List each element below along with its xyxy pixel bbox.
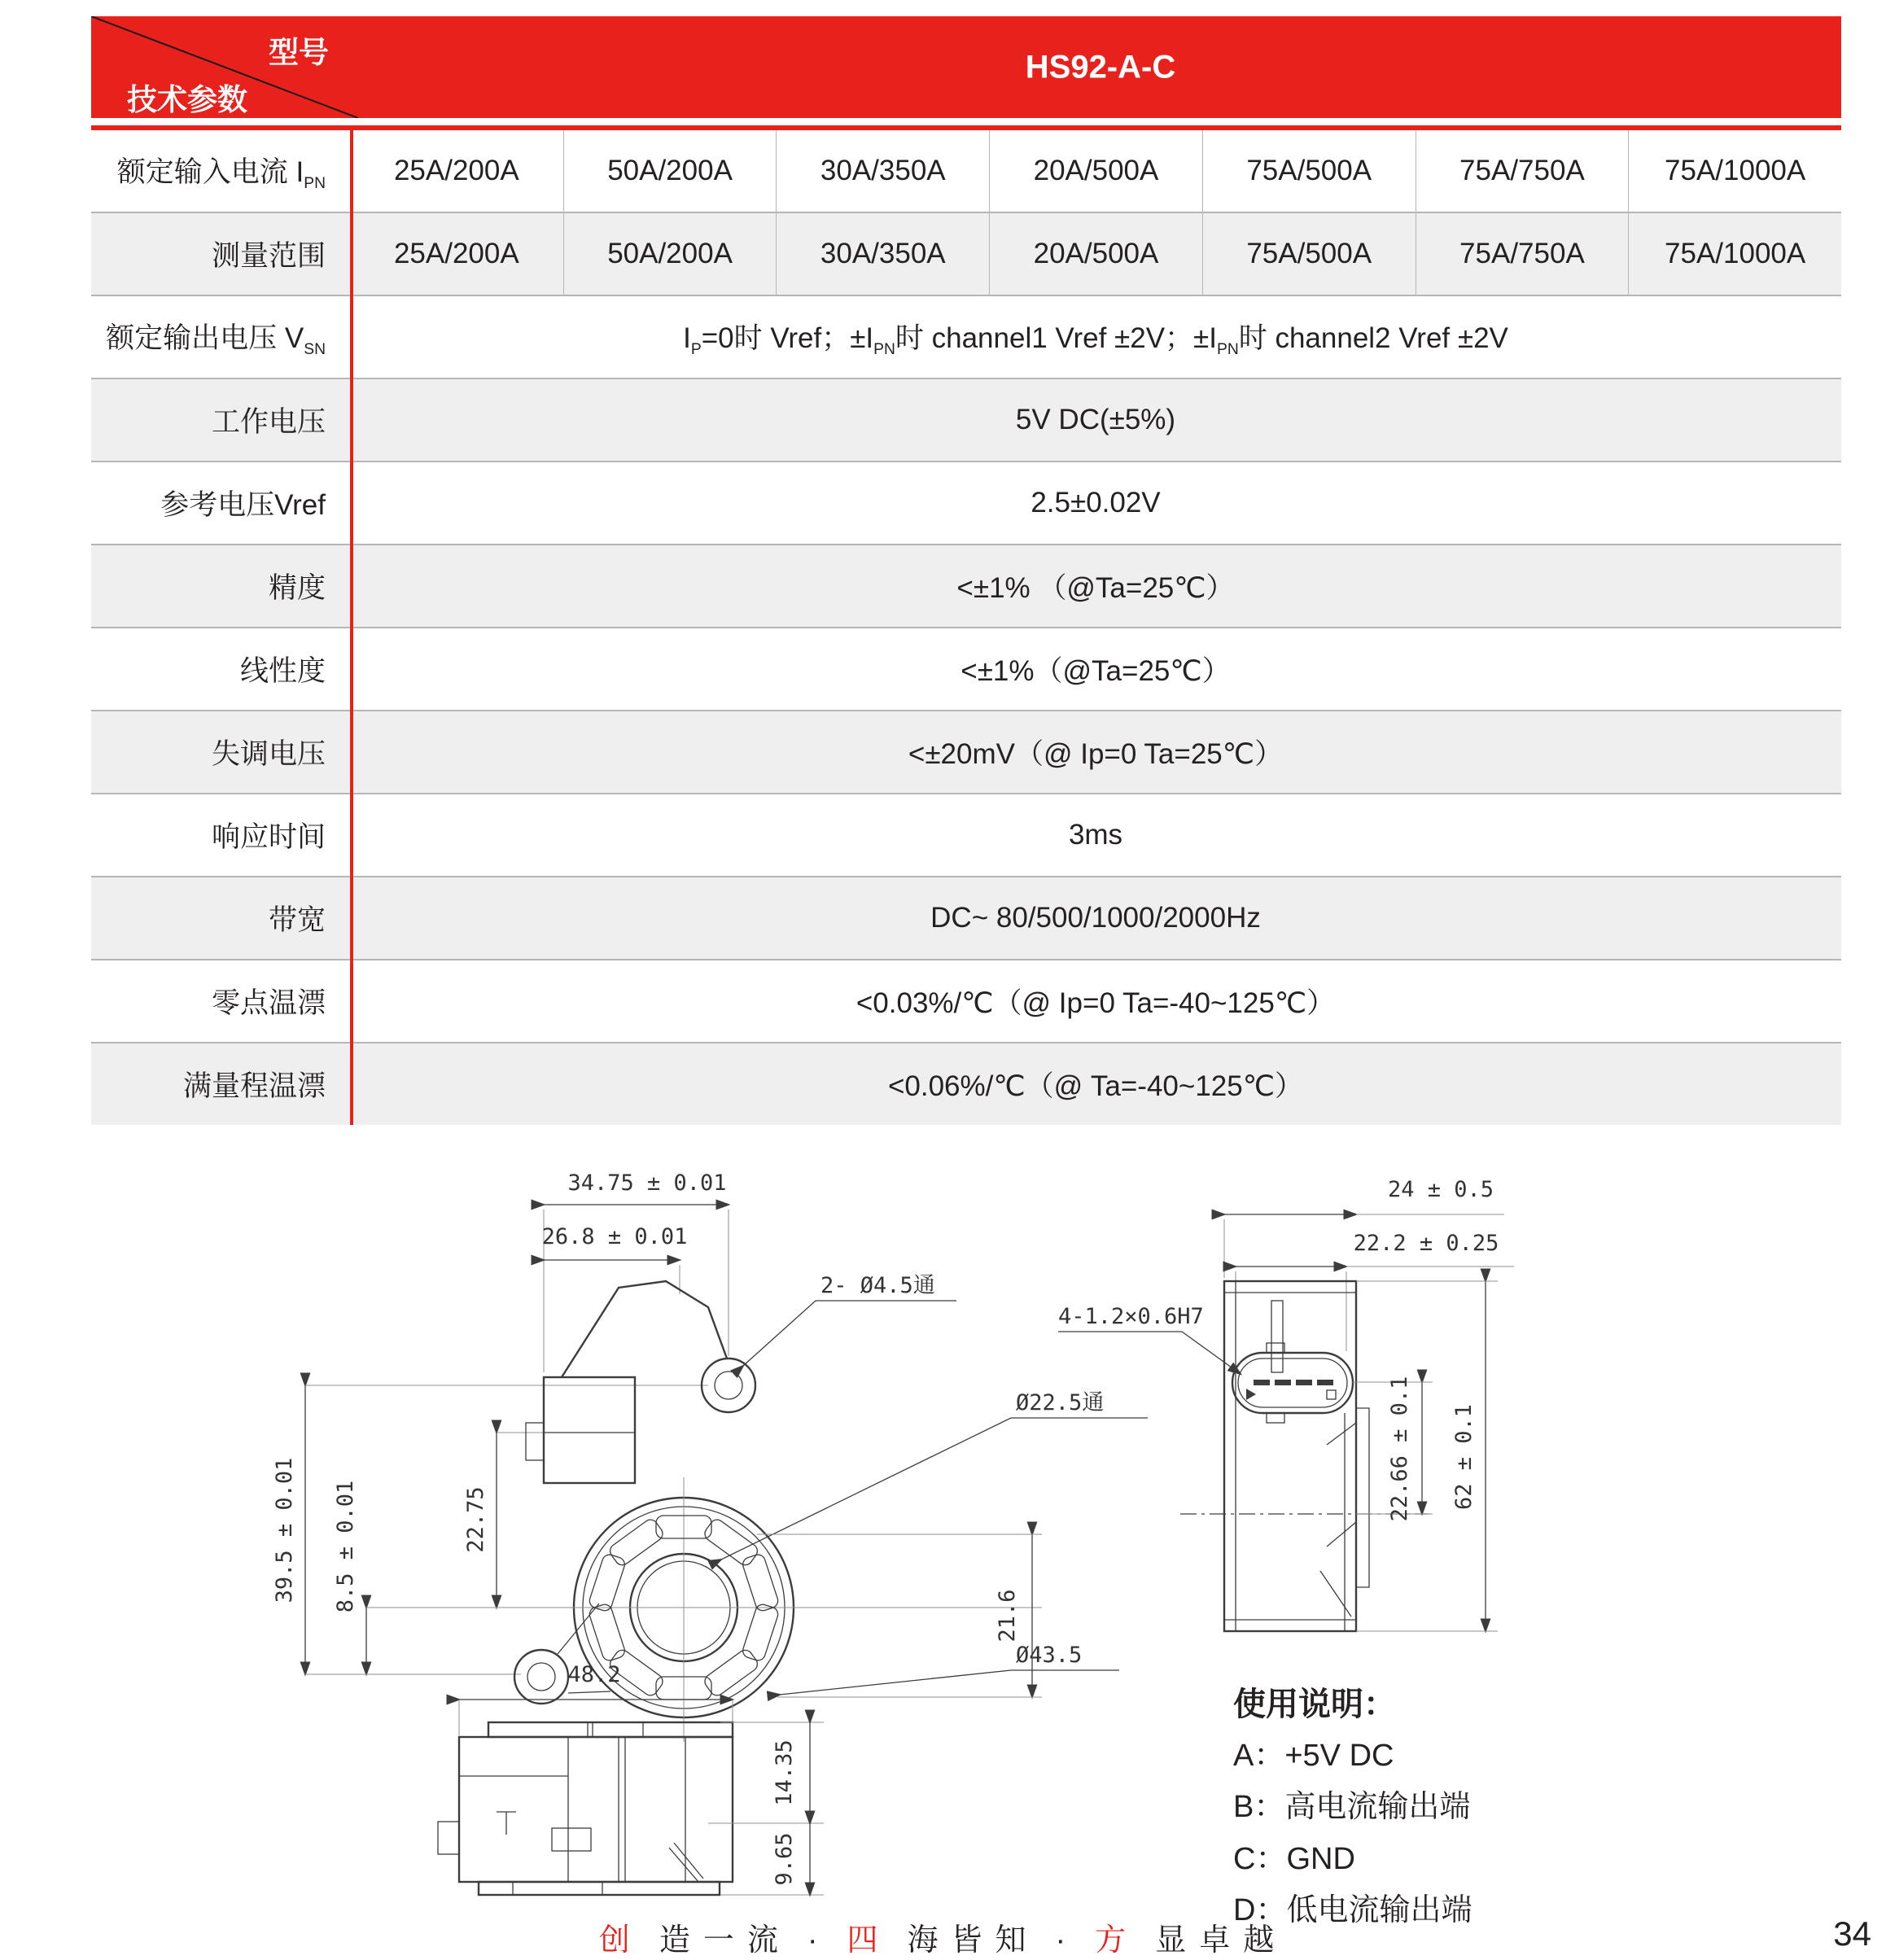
table-cell: <±1% （@Ta=25℃） xyxy=(956,572,1235,604)
table-row xyxy=(91,544,1841,627)
dimension-label: 34.75 ± 0.01 xyxy=(567,1170,727,1196)
table-cell: 3ms xyxy=(1068,819,1123,851)
row-label: 额定输出电压 $V_{SN}$ xyxy=(106,322,326,358)
row-label: 带宽 xyxy=(268,904,326,936)
table-cell: 30A/350A xyxy=(776,130,989,212)
table-row xyxy=(91,1042,1841,1125)
table-cell: 2.5±0.02V xyxy=(1031,487,1161,518)
table-cell: 30A/350A xyxy=(776,213,989,295)
model-title: HS92-A-C xyxy=(1025,49,1176,85)
row-label: 参考电压Vref xyxy=(160,489,326,521)
row-label: 线性度 xyxy=(239,655,326,687)
table-cell: 75A/1000A xyxy=(1628,213,1841,295)
table-cell: $I_P=0$时 Vref；$\pm I_{PN}$时 channel1 Vref ±2V；$\pm I_{PN}$时 channel2 Vref ±2V xyxy=(683,322,1508,358)
spec-table xyxy=(91,130,1841,1125)
table-cell: 75A/500A xyxy=(1202,130,1416,212)
dimension-label: 2- Ø4.5通 xyxy=(820,1273,935,1298)
dimension-label: 39.5 ± 0.01 xyxy=(272,1457,297,1603)
table-cell: DC~ 80/500/1000/2000Hz xyxy=(930,902,1261,934)
row-label: 测量范围 xyxy=(211,240,326,272)
table-row xyxy=(91,627,1841,710)
usage-item: D：低电流输出端 xyxy=(1233,1893,1472,1928)
table-row xyxy=(91,378,1841,461)
row-label: 满量程温漂 xyxy=(182,1070,326,1102)
table-cell: 50A/200A xyxy=(563,213,777,295)
spec-table-block xyxy=(91,16,1841,1125)
usage-notes xyxy=(1233,1678,1472,1943)
dimension-label: 22.66 ± 0.1 xyxy=(1387,1376,1412,1522)
table-header-banner xyxy=(91,16,1841,118)
table-row xyxy=(91,710,1841,793)
dimension-label: 4-1.2×0.6H7 xyxy=(1058,1304,1204,1329)
table-row xyxy=(91,295,1841,378)
footer-slogan: 创 造一流 · 四 海皆知 · 方 显卓越 xyxy=(598,1923,1288,1958)
table-cell: 75A/1000A xyxy=(1628,130,1841,212)
corner-label-model: 型号 xyxy=(269,36,329,69)
corner-label-parameters: 技术参数 xyxy=(127,83,247,116)
table-cell: 75A/750A xyxy=(1416,130,1629,212)
usage-title: 使用说明： xyxy=(1233,1687,1396,1722)
row-label: 额定输入电流 $I_{PN}$ xyxy=(116,155,326,192)
table-cell: 20A/500A xyxy=(989,213,1202,295)
dimension-label: 9.65 xyxy=(772,1832,797,1886)
usage-item: C：GND xyxy=(1233,1841,1355,1876)
dimension-label: 26.8 ± 0.01 xyxy=(541,1224,688,1249)
table-cell: 50A/200A xyxy=(563,130,777,212)
table-row xyxy=(91,212,1841,295)
dimension-label: Ø22.5通 xyxy=(1016,1390,1105,1415)
table-row xyxy=(91,461,1841,544)
table-row xyxy=(91,876,1841,959)
table-cell: 25A/200A xyxy=(393,155,519,186)
dimension-label: 14.35 xyxy=(772,1739,797,1806)
dimension-label: 24 ± 0.5 xyxy=(1387,1177,1494,1202)
row-label: 响应时间 xyxy=(211,821,326,853)
dimension-label: 22.75 xyxy=(463,1486,488,1553)
page-number: 34 xyxy=(1833,1914,1871,1953)
table-cell: <±1%（@Ta=25℃） xyxy=(961,655,1231,687)
table-row xyxy=(91,793,1841,876)
red-column-divider xyxy=(350,130,353,1125)
table-row xyxy=(91,959,1841,1042)
row-label: 工作电压 xyxy=(211,406,326,438)
side-view-drawing xyxy=(1058,1164,1547,1652)
table-cell: 20A/500A xyxy=(989,130,1202,212)
table-row xyxy=(91,130,1841,212)
table-cell: 75A/750A xyxy=(1416,213,1629,295)
dimension-label: 21.6 xyxy=(995,1589,1020,1643)
table-cell: <0.03%/℃（@ Ip=0 Ta=-40~125℃） xyxy=(855,987,1336,1019)
dimension-label: 48.2 xyxy=(567,1662,621,1687)
dimension-label: 62 ± 0.1 xyxy=(1451,1403,1477,1511)
row-label: 失调电压 xyxy=(211,738,326,770)
bottom-view-drawing xyxy=(350,1652,838,1913)
usage-item: A：+5V DC xyxy=(1233,1739,1394,1773)
dimension-label: 22.2 ± 0.25 xyxy=(1353,1231,1499,1256)
dimension-label: Ø43.5 xyxy=(1016,1643,1083,1668)
row-label: 零点温漂 xyxy=(211,987,326,1019)
table-cell: 25A/200A xyxy=(393,238,519,269)
dimension-label: 8.5 ± 0.01 xyxy=(333,1480,358,1613)
table-cell: 75A/500A xyxy=(1202,213,1416,295)
page-footer xyxy=(0,1914,1886,1960)
table-cell: <±20mV（@ Ip=0 Ta=25℃） xyxy=(908,738,1284,770)
table-cell: <0.06%/℃（@ Ta=-40~125℃） xyxy=(887,1070,1304,1102)
row-label: 精度 xyxy=(268,572,326,604)
table-cell: 5V DC(±5%) xyxy=(1015,404,1176,435)
usage-item: B：高电流输出端 xyxy=(1233,1790,1471,1825)
